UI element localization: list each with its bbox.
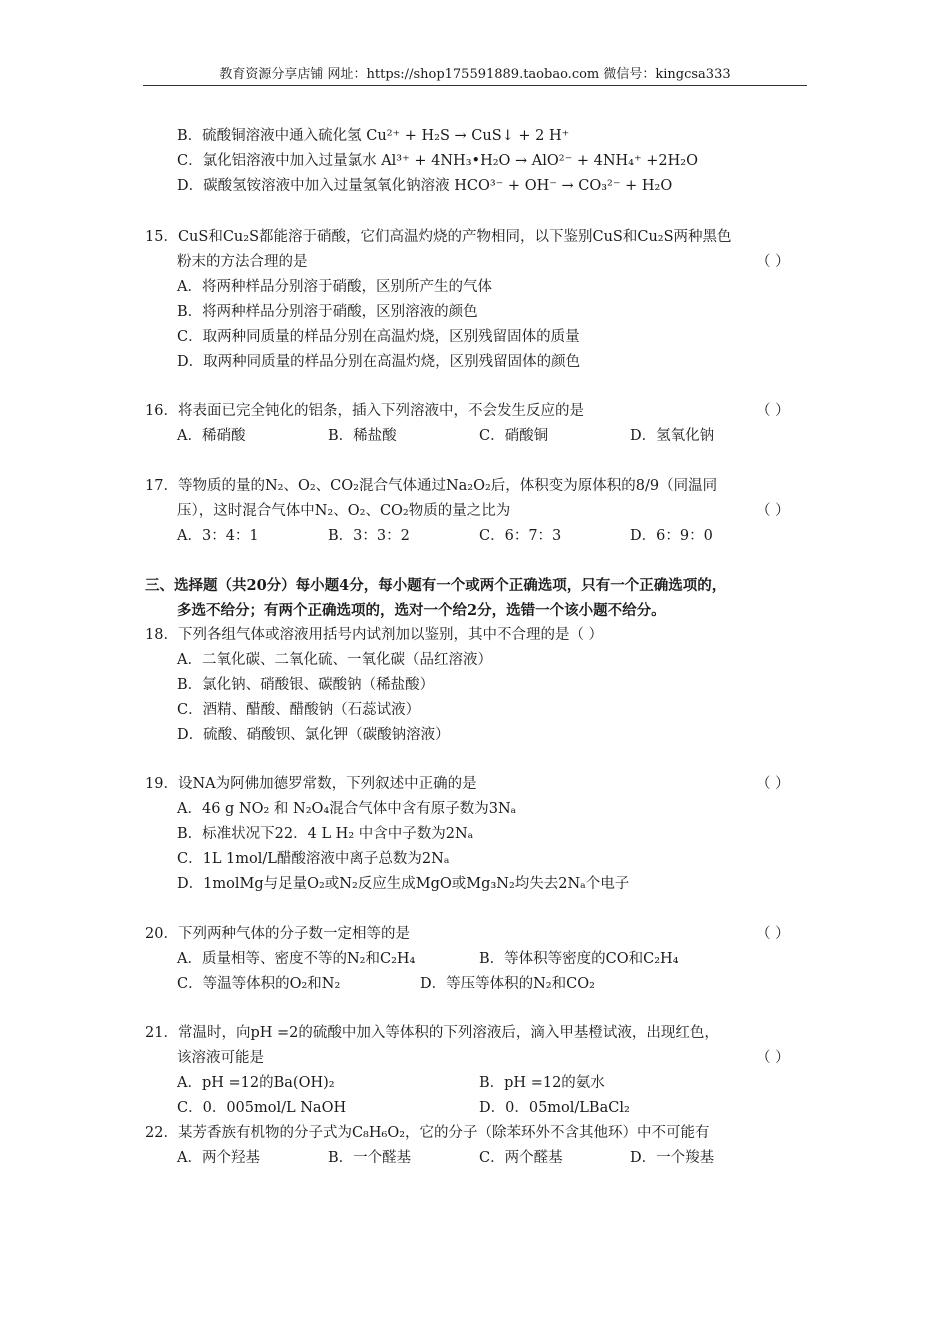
q15-option-d: D．取两种同质量的样品分别在高温灼烧，区别残留固体的颜色 <box>177 354 581 370</box>
q21-answer-bracket: （ ） <box>756 1050 790 1066</box>
q14-option-b-equation: Cu²⁺ + H₂S → CuS↓ + 2 H⁺ <box>366 128 570 144</box>
q18-option-a: A．二氧化碳、二氧化硫、一氧化碳（品红溶液） <box>177 652 492 668</box>
q19-option-d: D．1molMg与足量O₂或N₂反应生成MgO或Mg₃N₂均失去2Nₐ个电子 <box>177 876 630 892</box>
q14-option-d-text: D．碳酸氢铵溶液中加入过量氢氧化钠溶液 <box>177 178 455 194</box>
q15-option-b: B．将两种样品分别溶于硝酸，区别溶液的颜色 <box>177 304 478 320</box>
q19-option-c: C．1L 1mol/L醋酸溶液中离子总数为2Nₐ <box>177 851 450 867</box>
q21-option-b: B．pH =12的氨水 <box>479 1075 605 1091</box>
q17-option-b: B．3：3：2 <box>328 528 410 544</box>
q22-option-a: A．两个羟基 <box>177 1150 260 1166</box>
q18-option-c: C．酒精、醋酸、醋酸钠（石蕊试液） <box>177 702 421 718</box>
q15-option-a: A．将两种样品分别溶于硝酸，区别所产生的气体 <box>177 279 492 295</box>
q17-option-a: A．3：4：1 <box>177 528 259 544</box>
q22-option-d: D．一个羧基 <box>630 1150 715 1166</box>
q17-option-d: D．6：9：0 <box>630 528 713 544</box>
q21-stem-line2: 该溶液可能是 <box>177 1050 264 1066</box>
q22-option-c: C．两个醛基 <box>479 1150 563 1166</box>
page-header: 教育资源分享店铺 网址：https://shop175591889.taobao.com 微信号：kingcsa333 <box>219 67 731 82</box>
q17-option-c: C．6：7：3 <box>479 528 562 544</box>
q18-option-d: D．硫酸、硝酸钡、氯化钾（碳酸钠溶液） <box>177 727 450 743</box>
q15-stem-line1: 15．CuS和Cu₂S都能溶于硝酸，它们高温灼烧的产物相同，以下鉴别CuS和Cu₂S两种黑色 <box>145 229 732 245</box>
q20-answer-bracket: （ ） <box>756 926 790 942</box>
q19-stem: 19．设NA为阿佛加德罗常数，下列叙述中正确的是 <box>145 776 477 792</box>
q20-option-a: A．质量相等、密度不等的N₂和C₂H₄ <box>177 951 416 967</box>
q14-option-b-text: B．硫酸铜溶液中通入硫化氢 <box>177 128 367 144</box>
q20-option-b: B．等体积等密度的CO和C₂H₄ <box>479 951 679 967</box>
q22-stem: 22．某芳香族有机物的分子式为C₈H₆O₂，它的分子（除苯环外不含其他环）中不可能有 <box>145 1125 710 1141</box>
q16-answer-bracket: （ ） <box>756 403 790 419</box>
q21-stem-line1: 21．常温时，向pH =2的硫酸中加入等体积的下列溶液后，滴入甲基橙试液，出现红色， <box>145 1025 719 1041</box>
q19-answer-bracket: （ ） <box>756 776 790 792</box>
section3-heading-line2: 多选不给分；有两个正确选项的，选对一个给2分，选错一个该小题不给分。 <box>177 602 666 619</box>
q14-option-b <box>177 125 569 147</box>
q14-option-d <box>177 175 672 197</box>
q21-option-a: A．pH =12的Ba(OH)₂ <box>177 1075 335 1091</box>
q19-option-a: A．46 g NO₂ 和 N₂O₄混合气体中含有原子数为3Nₐ <box>177 801 517 817</box>
q20-option-d: D．等压等体积的N₂和CO₂ <box>420 976 595 992</box>
q16-stem: 16．将表面已完全钝化的铝条，插入下列溶液中，不会发生反应的是 <box>145 403 584 419</box>
q15-option-c: C．取两种同质量的样品分别在高温灼烧，区别残留固体的质量 <box>177 329 580 345</box>
q14-option-c <box>177 150 698 172</box>
q18-option-b: B．氯化钠、硝酸银、碳酸钠（稀盐酸） <box>177 677 435 693</box>
q18-stem: 18．下列各组气体或溶液用括号内试剂加以鉴别，其中不合理的是（ ） <box>145 627 604 643</box>
q15-answer-bracket: （ ） <box>756 254 790 270</box>
q19-option-b: B．标准状况下22．4 L H₂ 中含中子数为2Nₐ <box>177 826 474 842</box>
q20-option-c: C．等温等体积的O₂和N₂ <box>177 976 341 992</box>
q16-option-d: D．氢氧化钠 <box>630 428 715 444</box>
q20-stem: 20．下列两种气体的分子数一定相等的是 <box>145 926 410 942</box>
q14-option-c-text: C．氯化铝溶液中加入过量氯水 <box>177 153 382 169</box>
q14-option-c-equation: Al³⁺ + 4NH₃•H₂O → AlO²⁻ + 4NH₄⁺ +2H₂O <box>381 153 698 169</box>
q22-option-b: B．一个醛基 <box>328 1150 412 1166</box>
q15-stem-line2: 粉末的方法合理的是 <box>177 254 308 270</box>
q17-stem-line1: 17．等物质的量的N₂、O₂、CO₂混合气体通过Na₂O₂后，体积变为原体积的8/9（同温同 <box>145 478 718 494</box>
q21-option-d: D．0．05mol/LBaCl₂ <box>479 1100 630 1116</box>
q16-option-b: B．稀盐酸 <box>328 428 397 444</box>
q14-option-d-equation: HCO³⁻ + OH⁻ → CO₃²⁻ + H₂O <box>454 178 673 194</box>
section3-heading-line1: 三、选择题（共20分）每小题4分，每小题有一个或两个正确选项，只有一个正确选项的， <box>145 577 727 594</box>
q21-option-c: C．0．005mol/L NaOH <box>177 1100 347 1116</box>
q17-answer-bracket: （ ） <box>756 503 790 519</box>
q17-stem-line2: 压），这时混合气体中N₂、O₂、CO₂物质的量之比为 <box>177 503 511 519</box>
q16-option-a: A．稀硝酸 <box>177 428 246 444</box>
header-divider <box>143 85 807 86</box>
q16-option-c: C．硝酸铜 <box>479 428 549 444</box>
